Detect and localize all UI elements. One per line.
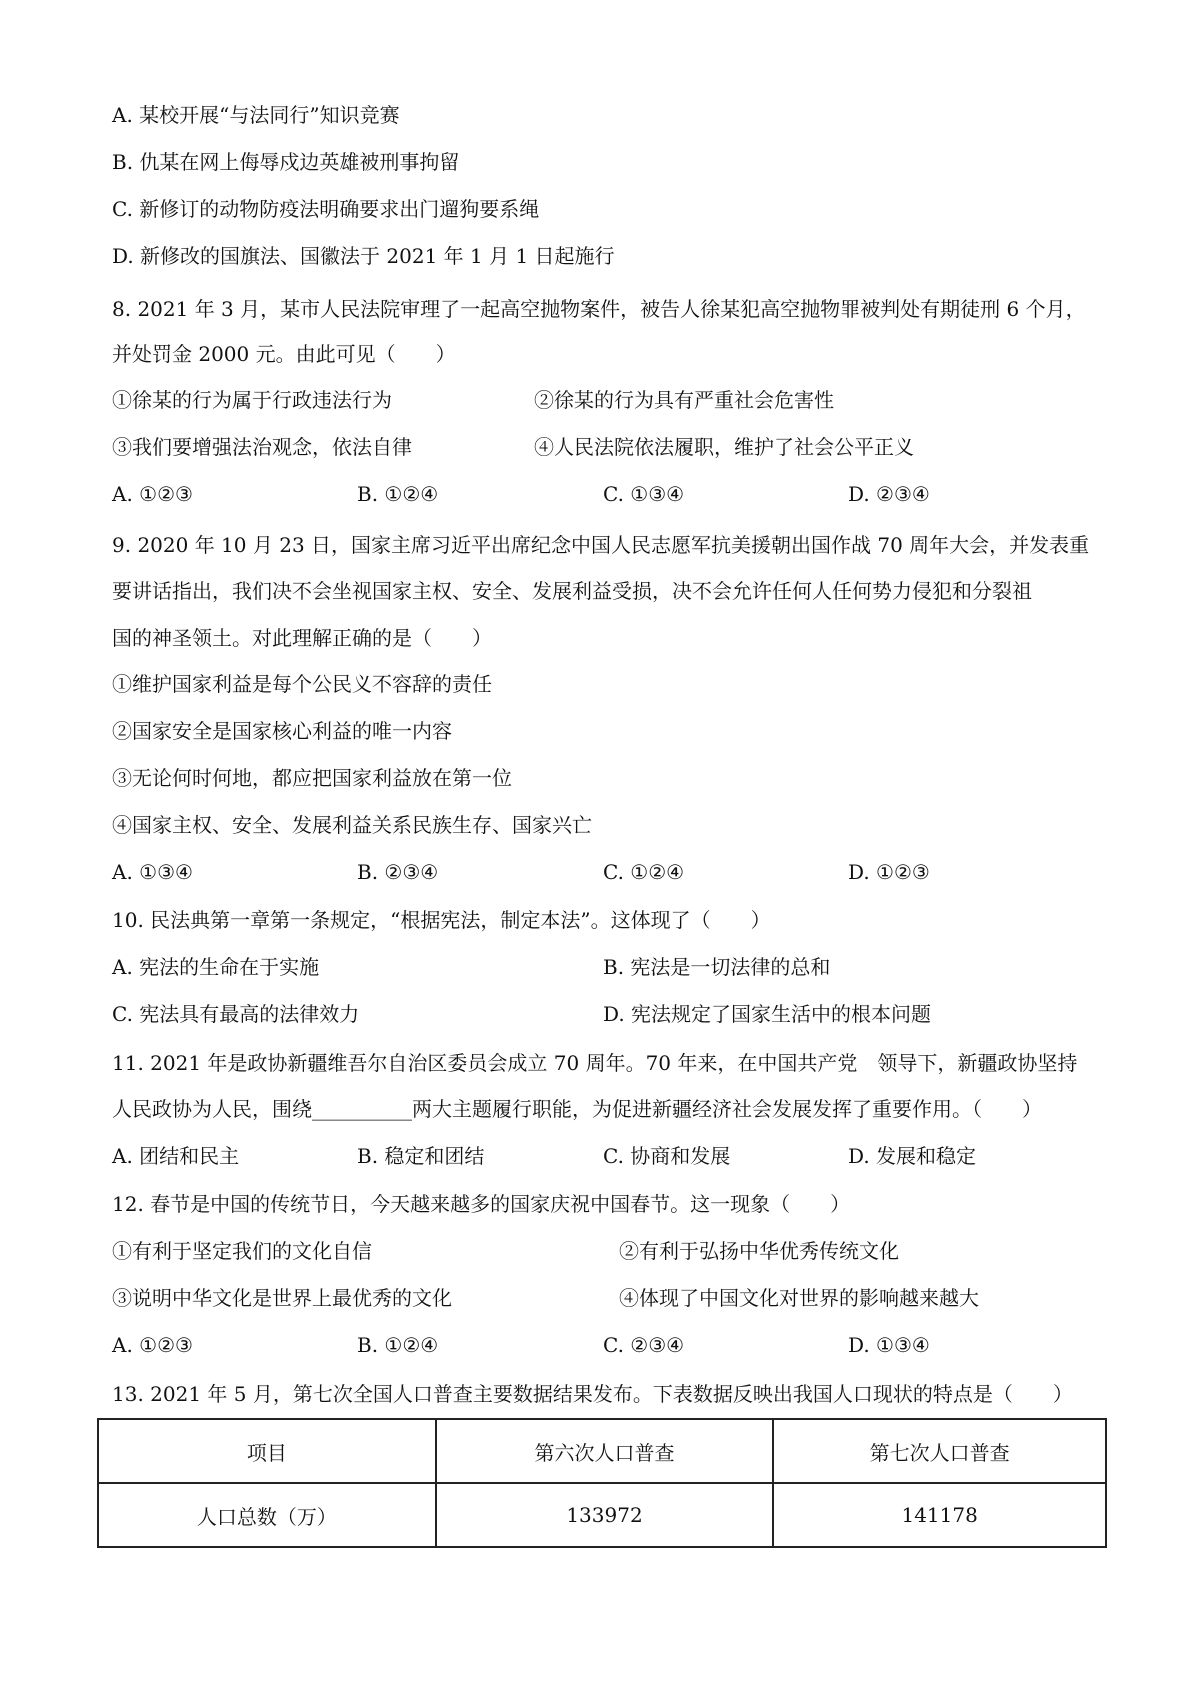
q8-statement-2: ②徐某的行为具有严重社会危害性 bbox=[534, 388, 834, 412]
q8-option-c: C. ①③④ bbox=[603, 482, 685, 506]
q12-statement-2: ②有利于弘扬中华优秀传统文化 bbox=[619, 1239, 899, 1263]
q12-statement-1: ①有利于坚定我们的文化自信 bbox=[112, 1239, 372, 1263]
q13-stem: 13. 2021 年 5 月，第七次全国人口普查主要数据结果发布。下表数据反映出我国人口现状的特点是（ ） bbox=[112, 1382, 1073, 1406]
q7-option-d: D. 新修改的国旗法、国徽法于 2021 年 1 月 1 日起施行 bbox=[112, 244, 615, 268]
q8-stem-line-2: 并处罚金 2000 元。由此可见（ ） bbox=[112, 342, 456, 366]
q12-stem: 12. 春节是中国的传统节日，今天越来越多的国家庆祝中国春节。这一现象（ ） bbox=[112, 1192, 851, 1216]
q8-option-b: B. ①②④ bbox=[357, 482, 439, 506]
q9-stem-line-2: 要讲话指出，我们决不会坐视国家主权、安全、发展利益受损，决不会允许任何人任何势力侵犯和分裂祖 bbox=[112, 579, 1032, 603]
census-table bbox=[97, 1418, 1107, 1548]
table-header-cell: 项目 bbox=[98, 1419, 436, 1483]
table-header-row bbox=[98, 1419, 1106, 1483]
table-row bbox=[98, 1483, 1106, 1547]
q9-statement-2: ②国家安全是国家核心利益的唯一内容 bbox=[112, 719, 452, 743]
q8-statement-3: ③我们要增强法治观念，依法自律 bbox=[112, 435, 412, 459]
q9-stem-line-3: 国的神圣领土。对此理解正确的是（ ） bbox=[112, 626, 492, 650]
table-cell: 133972 bbox=[436, 1483, 774, 1547]
q9-statement-3: ③无论何时何地，都应把国家利益放在第一位 bbox=[112, 766, 512, 790]
q9-stem-line-1: 9. 2020 年 10 月 23 日，国家主席习近平出席纪念中国人民志愿军抗美援朝出国作战 70 周年大会，并发表重 bbox=[112, 533, 1090, 557]
q10-stem: 10. 民法典第一章第一条规定，“根据宪法，制定本法”。这体现了（ ） bbox=[112, 908, 771, 932]
q11-option-b: B. 稳定和团结 bbox=[357, 1144, 485, 1168]
q12-option-c: C. ②③④ bbox=[603, 1333, 685, 1357]
q10-option-a: A. 宪法的生命在于实施 bbox=[112, 955, 320, 979]
q9-option-b: B. ②③④ bbox=[357, 860, 439, 884]
q9-statement-1: ①维护国家利益是每个公民义不容辞的责任 bbox=[112, 672, 492, 696]
q12-option-a: A. ①②③ bbox=[112, 1333, 193, 1357]
q9-option-a: A. ①③④ bbox=[112, 860, 193, 884]
q9-option-c: C. ①②④ bbox=[603, 860, 685, 884]
table-cell: 141178 bbox=[773, 1483, 1106, 1547]
q7-option-a: A. 某校开展“与法同行”知识竞赛 bbox=[112, 103, 400, 127]
q11-option-d: D. 发展和稳定 bbox=[848, 1144, 977, 1168]
q10-option-b: B. 宪法是一切法律的总和 bbox=[603, 955, 831, 979]
q12-statement-3: ③说明中华文化是世界上最优秀的文化 bbox=[112, 1286, 452, 1310]
q8-statement-1: ①徐某的行为属于行政违法行为 bbox=[112, 388, 392, 412]
table-cell: 人口总数（万） bbox=[98, 1483, 436, 1547]
q8-option-a: A. ①②③ bbox=[112, 482, 193, 506]
q8-statement-4: ④人民法院依法履职，维护了社会公平正义 bbox=[534, 435, 914, 459]
q11-stem-line-1: 11. 2021 年是政协新疆维吾尔自治区委员会成立 70 周年。70 年来，在中国共产党 领导下，新疆政协坚持 bbox=[112, 1051, 1078, 1075]
q9-option-d: D. ①②③ bbox=[848, 860, 930, 884]
q8-option-d: D. ②③④ bbox=[848, 482, 930, 506]
q11-option-a: A. 团结和民主 bbox=[112, 1144, 240, 1168]
q11-stem-line-2: 人民政协为人民，围绕__________两大主题履行职能，为促进新疆经济社会发展发挥了重要作用。（ ） bbox=[112, 1097, 1042, 1121]
q12-option-d: D. ①③④ bbox=[848, 1333, 930, 1357]
q11-option-c: C. 协商和发展 bbox=[603, 1144, 731, 1168]
q8-stem-line-1: 8. 2021 年 3 月，某市人民法院审理了一起高空抛物案件，被告人徐某犯高空抛物罪被判处有期徒刑 6 个月， bbox=[112, 297, 1086, 321]
q7-option-b: B. 仇某在网上侮辱戍边英雄被刑事拘留 bbox=[112, 150, 460, 174]
table-header-cell: 第七次人口普查 bbox=[773, 1419, 1106, 1483]
table-header-cell: 第六次人口普查 bbox=[436, 1419, 774, 1483]
q10-option-c: C. 宪法具有最高的法律效力 bbox=[112, 1002, 360, 1026]
q9-statement-4: ④国家主权、安全、发展利益关系民族生存、国家兴亡 bbox=[112, 813, 592, 837]
q10-option-d: D. 宪法规定了国家生活中的根本问题 bbox=[603, 1002, 932, 1026]
q12-statement-4: ④体现了中国文化对世界的影响越来越大 bbox=[619, 1286, 979, 1310]
q12-option-b: B. ①②④ bbox=[357, 1333, 439, 1357]
q7-option-c: C. 新修订的动物防疫法明确要求出门遛狗要系绳 bbox=[112, 197, 540, 221]
